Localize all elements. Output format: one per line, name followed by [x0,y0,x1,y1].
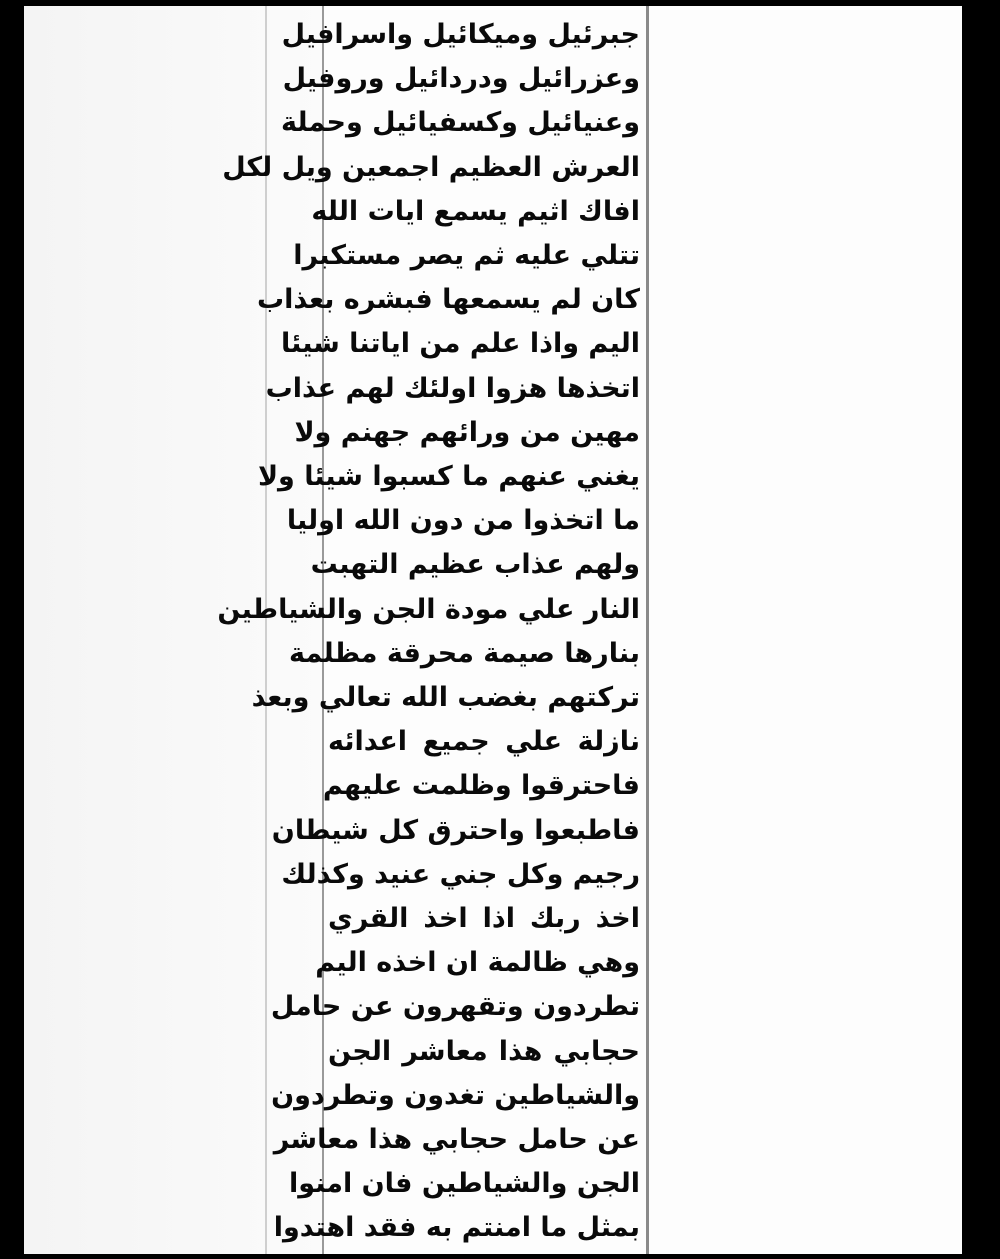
manuscript-line: عن حامل حجابي هذا معاشر [273,1124,640,1155]
manuscript-line: ما اتخذوا من دون الله اوليا [286,505,640,537]
manuscript-line: وعنيائيل وكسفيائيل وحملة [280,107,640,139]
manuscript-line: وعزرائيل ودردائيل وروفيل [282,63,640,95]
manuscript-line: رجيم وكل جني عنيد وكذلك [281,858,640,890]
manuscript-line: العرش العظيم اجمعين ويل لكل [222,151,640,183]
manuscript-line: تطردون وتقهرون عن حامل [270,991,640,1023]
manuscript-line: بمثل ما امنتم به فقد اهتدوا [273,1212,640,1244]
text-column-right-rule [646,6,649,1254]
manuscript-line: ولهم عذاب عظيم التهبت [310,549,640,581]
manuscript-line: افاك اثيم يسمع ايات الله [311,195,640,227]
manuscript-line: تتلي عليه ثم يصر مستكبرا [293,240,640,271]
manuscript-line: وهي ظالمة ان اخذه اليم [315,947,640,979]
manuscript-line: فاحترقوا وظلمت عليهم [322,770,640,802]
manuscript-line: كان لم يسمعها فبشره بعذاب [257,284,640,316]
manuscript-line: الجن والشياطين فان امنوا [289,1168,640,1200]
manuscript-line: جبرئيل وميكائيل واسرافيل [281,19,640,50]
manuscript-line: فاطبعوا واحترق كل شيطان [271,814,640,846]
manuscript-line: النار علي مودة الجن والشياطين [217,593,640,625]
manuscript-line: والشياطين تغدون وتطردون [271,1079,640,1111]
manuscript-line: يغني عنهم ما كسبوا شيئا ولا [257,461,640,492]
scan-border-right [962,0,1000,1259]
manuscript-line: مهين من ورائهم جهنم ولا [294,416,640,448]
manuscript-line: حجابي هذا معاشر الجن [328,1035,640,1067]
manuscript-line: تركتهم بغضب الله تعالي وبعذ [251,682,640,713]
manuscript-line: نازلة علي جميع اعدائه [328,726,640,758]
manuscript-line: اتخذها هزوا اولئك لهم عذاب [265,372,640,404]
manuscript-line: بنارها صيمة محرقة مظلمة [288,637,640,669]
manuscript-line: اليم واذا علم من اياتنا شيئا [281,328,640,360]
manuscript-line: اخذ ربك اذا اخذ القري [328,903,640,934]
manuscript-text-column [217,6,646,1254]
